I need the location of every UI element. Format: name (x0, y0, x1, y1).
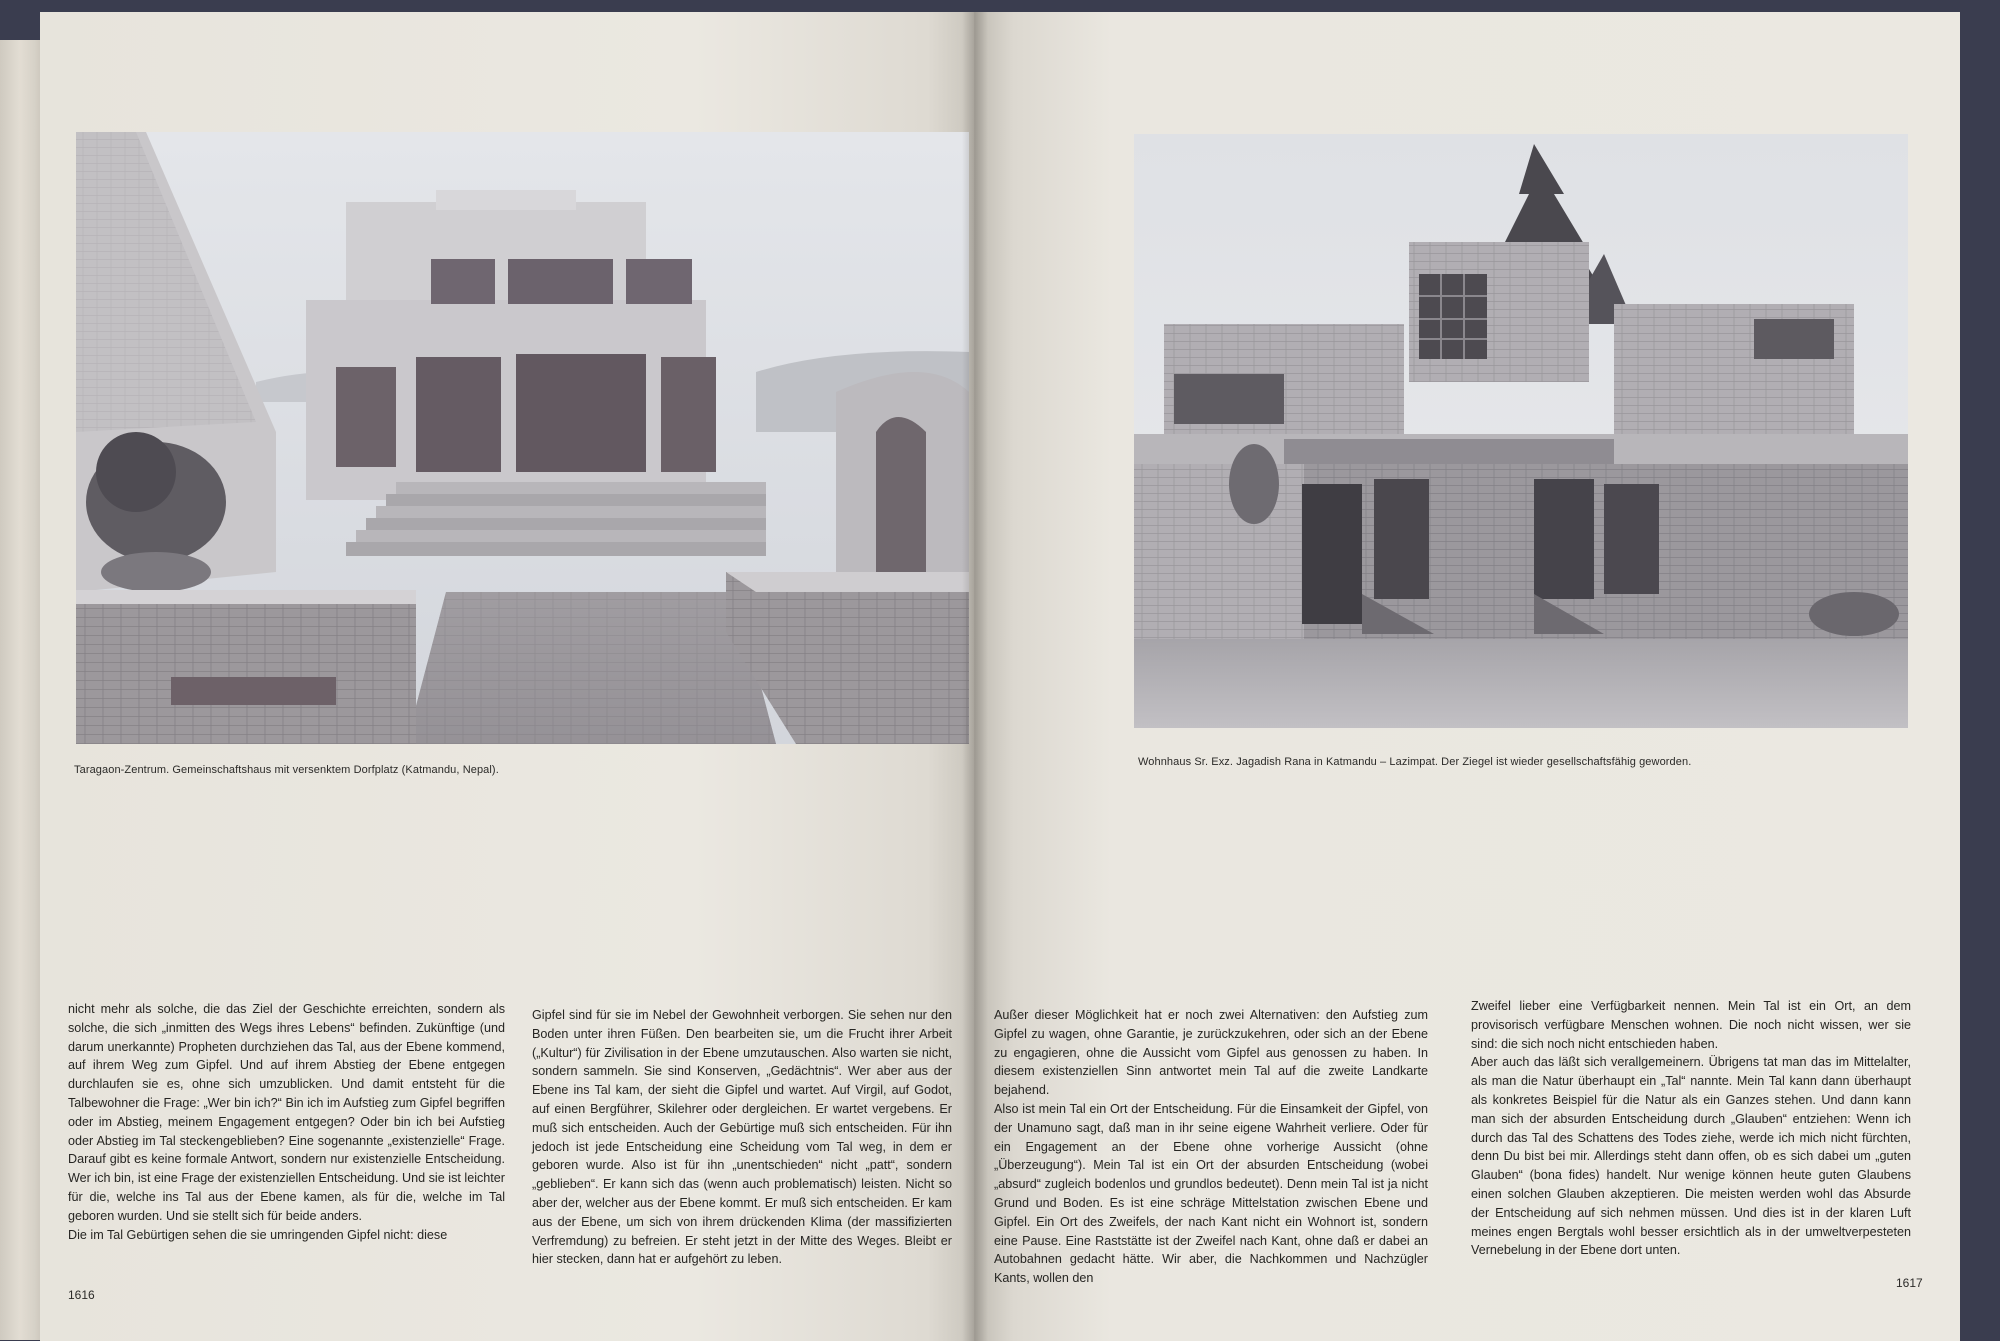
left-page-number: 1616 (68, 1288, 95, 1302)
right-page (974, 12, 1960, 1341)
rana-residence-photo (1134, 134, 1908, 728)
left-text-column-1: nicht mehr als solche, die das Ziel der Geschichte erreichten, sondern als solche, die sich „inmitten des Wegs ihres Lebens“ befinden. Zukünftige (und darum unerkannte) Propheten durchziehen das Tal, aus der Ebene kommend, auf ihrem Weg zum Gipfel. Und auf ihrem Abstieg der Ebene entgegen durchlaufen sie es, ohne sich umzublicken. Und damit entsteht für die Talbewohner die Frage: „Wer bin ich?“ Bin ich im Aufstieg zum Gipfel begriffen oder im Abstieg, meinem Engagement entgegen? Oder bin ich bei Aufstieg oder Abstieg im Tal steckengeblieben? Eine sogenannte „existenzielle“ Frage. Darauf gibt es keine formale Antwort, sondern nur existenzielle Entscheidung. Wer ich bin, ist eine Frage der existenziellen Entscheidung. Und sie ist leichter für die, welche ins Tal aus der Ebene kamen, als für die, welche im Tal geboren wurden. Und sie stellt sich für beide anders. Die im Tal Gebürtigen sehen die sie umringenden Gipfel nicht: diese (68, 1002, 505, 1242)
taragaon-center-photo (76, 132, 969, 744)
book-gutter (962, 12, 988, 1341)
right-page-number: 1617 (1896, 1276, 1923, 1290)
right-photo-caption: Wohnhaus Sr. Exz. Jagadish Rana in Katmandu – Lazimpat. Der Ziegel ist wieder gesellschaftsfähig geworden. (1138, 756, 1692, 768)
left-photo-caption: Taragaon-Zentrum. Gemeinschaftshaus mit versenktem Dorfplatz (Katmandu, Nepal). (74, 764, 499, 776)
left-page (40, 12, 974, 1341)
left-text-column-2: Gipfel sind für sie im Nebel der Gewohnheit verborgen. Sie sehen nur den Boden unter ihren Füßen. Den bearbeiten sie, um die Frucht ihrer Arbeit („Kultur“) für Zivilisation in der Ebene umzutauschen. Also warten sie nicht, sondern sammeln. Sie sind Konserven, „Gedächtnis“. Wer aber aus der Ebene ins Tal kam, der sieht die Gipfel und wartet. Auf Virgil, auf Godot, auf einen Bergführer, Skilehrer oder dergleichen. Er wartet vergebens. Er muß sich entscheiden. Auch der Gebürtige muß sich entscheiden. Für ihn jedoch ist jede Entscheidung eine Scheidung vom Tal weg, in dem er geboren wurde. Also ist für ihn „unentschieden“ nicht „patt“, sondern „geblieben“. Er kann sich das (wenn auch problematisch) leisten. Nicht so aber der, welcher aus der Ebene kommt. Er muß sich entscheiden. Er kam aus der Ebene, um sich von ihrem drückenden Klima (der massifizierten Verfremdung) zu befreien. Er steht jetzt in der Mitte des Weges. Bleibt er hier stecken, dann hat er aufgehört zu leben. (532, 1008, 952, 1267)
right-text-column-1: Außer dieser Möglichkeit hat er noch zwei Alternativen: den Aufstieg zum Gipfel zu wagen, ohne Garantie, je zurückzukehren, oder sich an der Ebene zu engagieren, ohne die Aussicht vom Gipfel aus genossen zu haben. In diesem existenziellen Sinn antwortet mein Tal auf die zweite Landkarte bejahend. Also ist mein Tal ein Ort der Entscheidung. Für die Einsamkeit der Gipfel, von der Unamuno sagt, daß man in ihr seine eigene Wahrheit verliere. Oder für ein Engagement an der Ebene ohne vorherige Aussicht (ohne „Überzeugung“). Mein Tal ist ein Ort der absurden Entscheidung (wobei „absurd“ zugleich bodenlos und grundlos bedeutet). Denn mein Tal ist ja nicht Grund und Boden. Es ist eine schräge Mittelstation zwischen Ebene und Gipfel. Ein Ort des Zweifels, der nach Kant nicht ein Wohnort ist, sondern eine Pause. Eine Raststätte ist der Zweifel nach Kant, ohne daß er dabei an Autobahnen gedacht hätte. Wir aber, die Nachkommen und Nachzügler Kants, wollen den (994, 1008, 1428, 1286)
right-text-column-2: Zweifel lieber eine Verfügbarkeit nennen. Mein Tal ist ein Ort, an dem provisorisch verfügbare Menschen wohnen. Die noch nicht wissen, wer sie sind: die sich noch nicht entschieden haben. Aber auch das läßt sich verallgemeinern. Übrigens tat man das im Mittelalter, als man die Natur überhaupt ein „Tal“ nannte. Mein Tal kann dann überhaupt als konkretes Beispiel für die Natur als ein Ganzes stehen. Und dann kann man sich der absurden Entscheidung durch „Glauben“ entziehen: Wenn ich durch das Tal des Schattens des Todes ziehe, werde ich mich nicht fürchten, denn Du bist bei mir. Allerdings steht dann offen, ob es sich dabei um „guten Glauben“ (bona fides) handelt. Nur wenige können heute guten Glaubens einen solchen Glauben akzeptieren. Die meisten werden wohl das Absurde der Entscheidung auf sich nehmen müssen. Und dies ist in der klaren Luft meines engen Bergtals wohl besser ersichtlich als in der umweltverpesteten Vernebelung in der Ebene dort unten. (1471, 999, 1911, 1258)
